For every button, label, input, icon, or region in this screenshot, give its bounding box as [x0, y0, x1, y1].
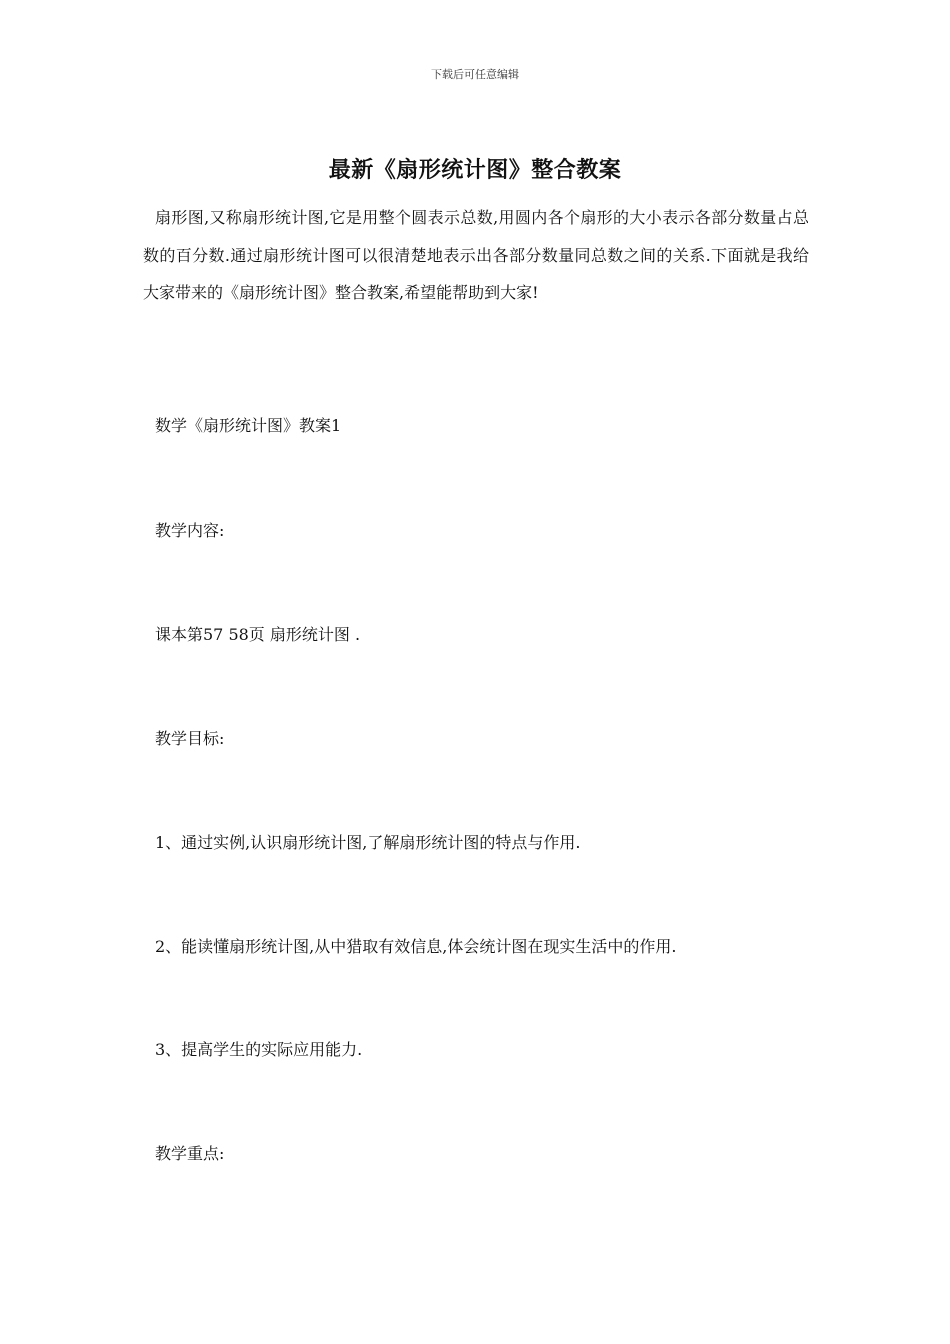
document-title: 最新《扇形统计图》整合教案 [328, 157, 622, 183]
header-note: 下载后可任意编辑 [431, 68, 519, 81]
intro-paragraph: 扇形图,又称扇形统计图,它是用整个圆表示总数,用圆内各个扇形的大小表示各部分数量占总数的百分数.通过扇形统计图可以很清楚地表示出各部分数量同总数之间的关系.下面就是我给大家带来的《扇形统计图》整合教案,希望能帮助到大家! [143, 208, 809, 302]
textbook-pages-line: 课本第57 58页 扇形统计图 . [155, 625, 361, 644]
section-heading-lesson-1: 数学《扇形统计图》教案1 [155, 416, 342, 435]
goal-item-2: 2、能读懂扇形统计图,从中猎取有效信息,体会统计图在现实生活中的作用. [155, 937, 677, 956]
section-heading-teaching-content: 教学内容: [155, 521, 225, 540]
goal-item-3: 3、提高学生的实际应用能力. [155, 1040, 363, 1059]
section-heading-key-points: 教学重点: [155, 1144, 225, 1163]
section-heading-teaching-goals: 教学目标: [155, 729, 225, 748]
goal-item-1: 1、通过实例,认识扇形统计图,了解扇形统计图的特点与作用. [155, 833, 581, 852]
